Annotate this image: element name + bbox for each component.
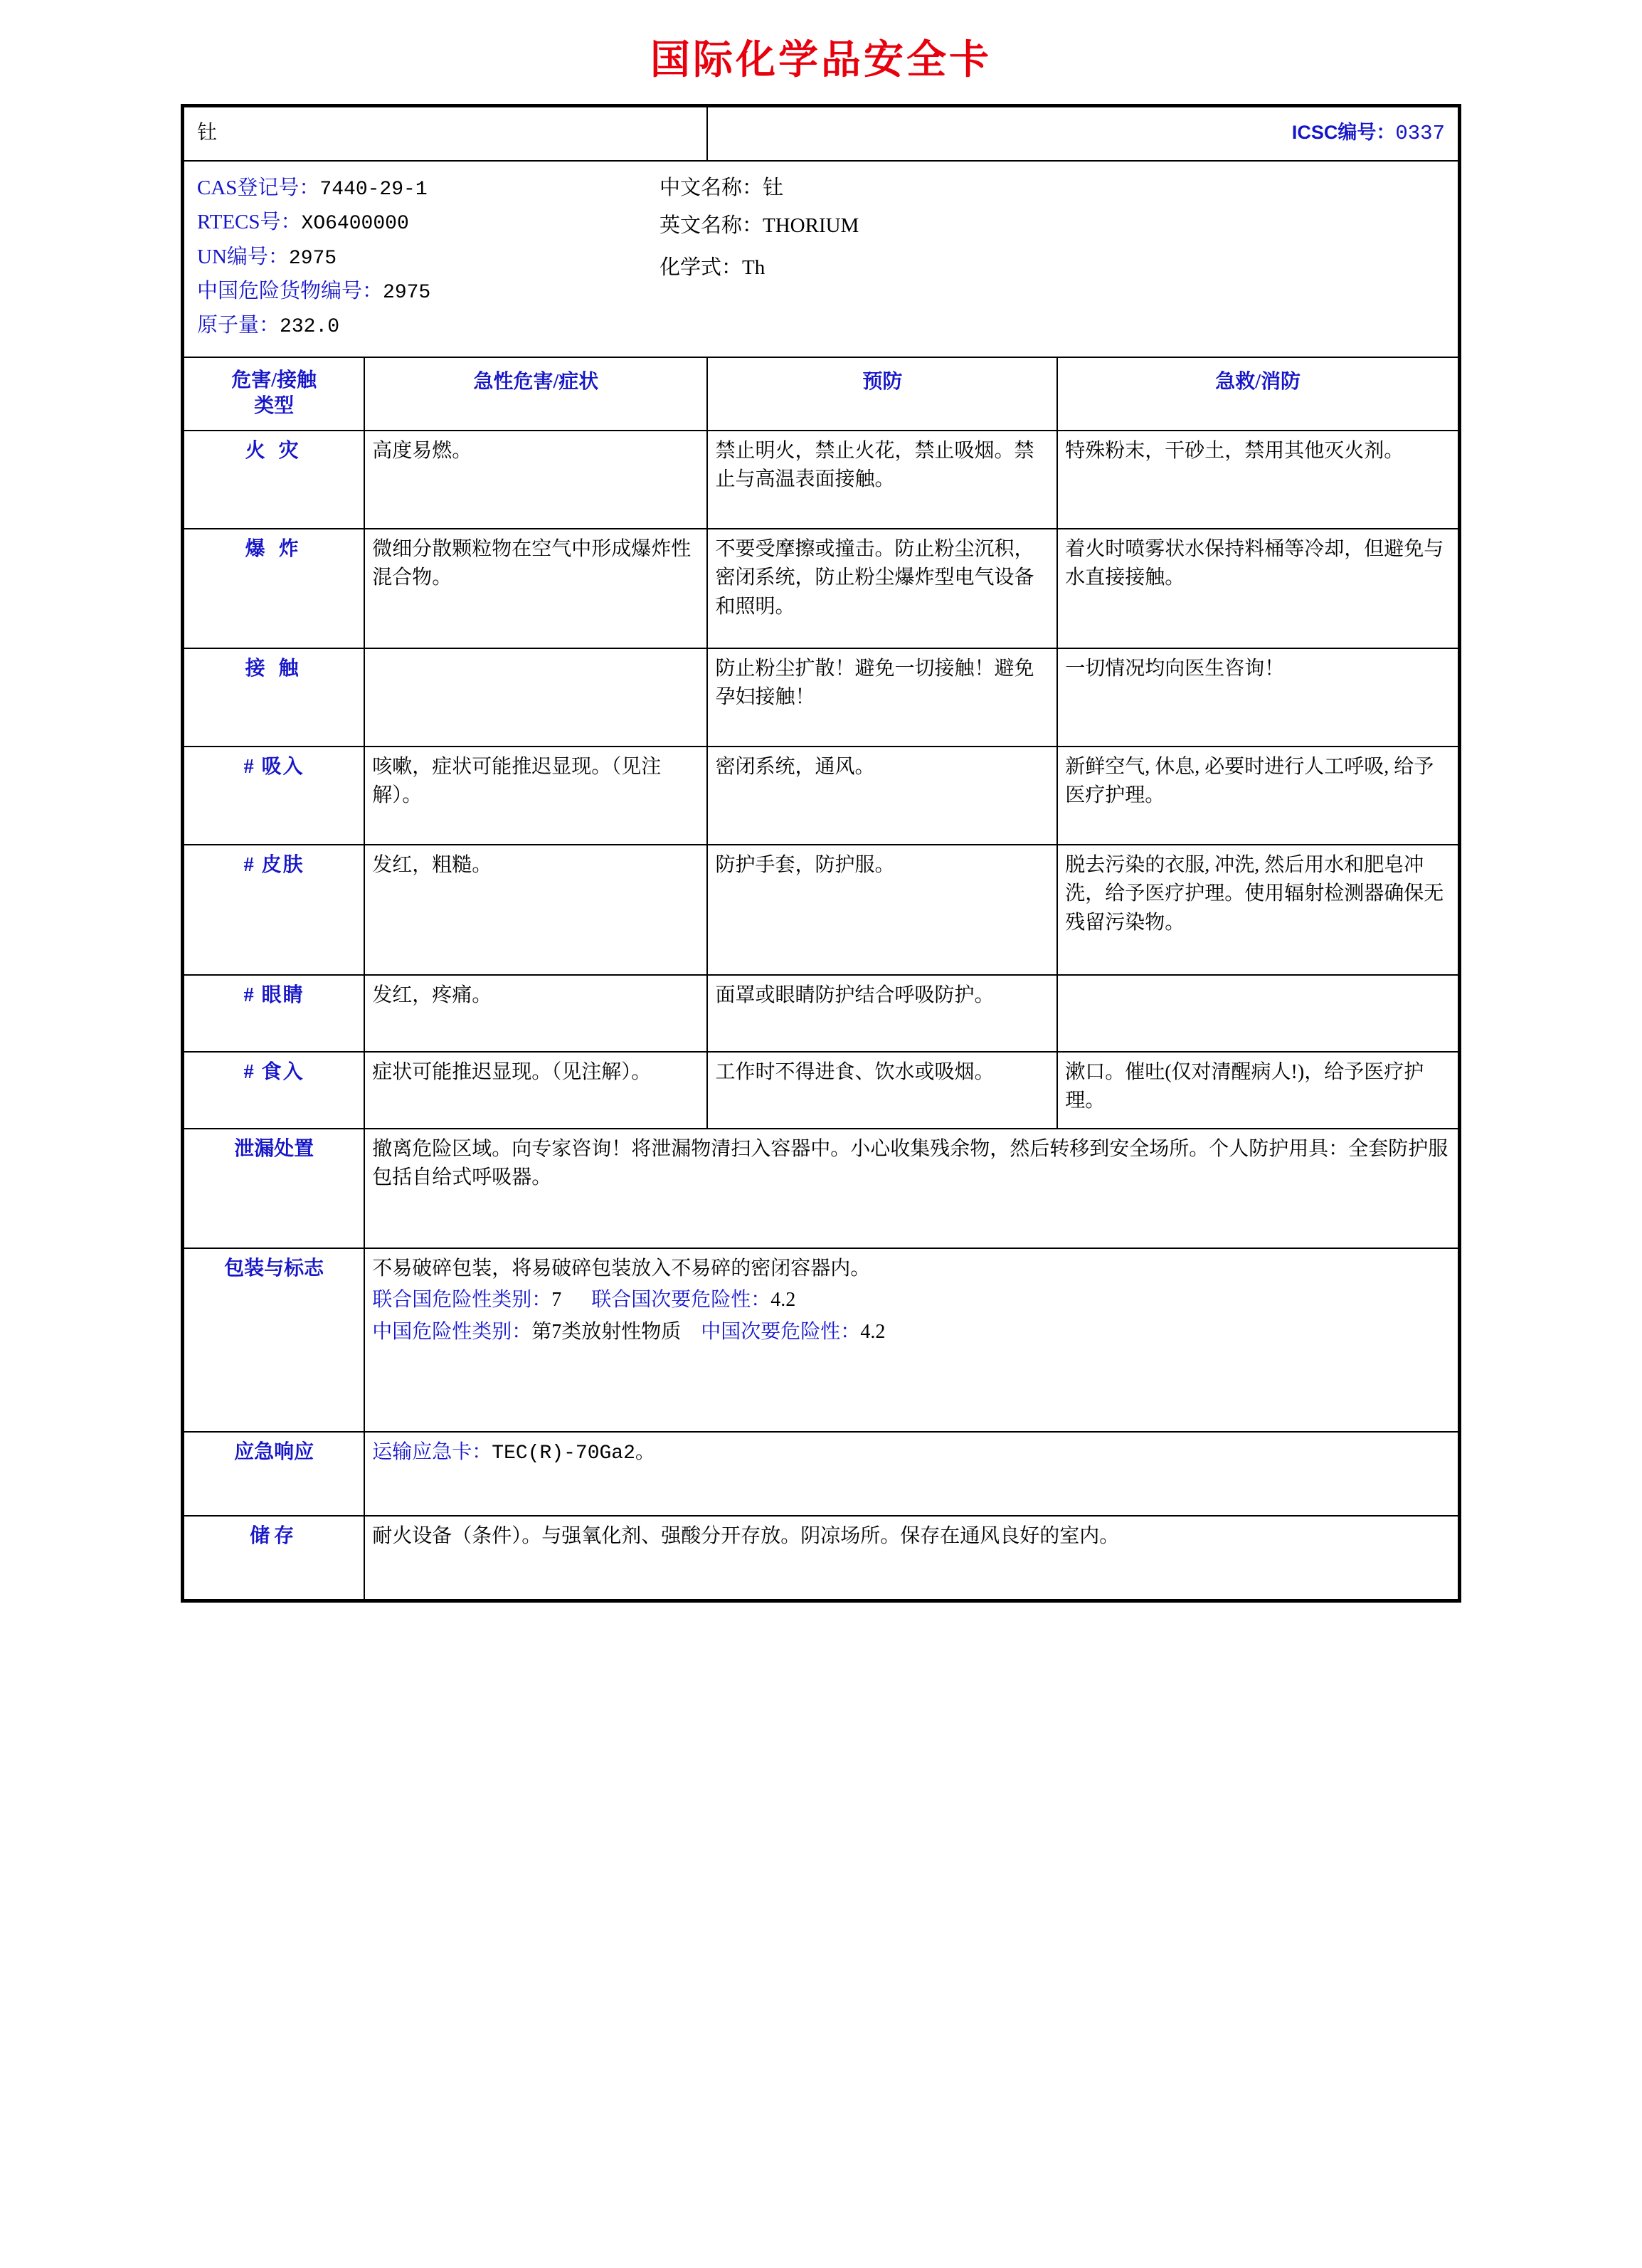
packaging-un-class-label: 联合国危险性类别： [372,1289,552,1312]
storage-row [184,1516,1458,1600]
packaging-un-sub-label: 联合国次要危险性： [591,1289,771,1312]
fire-prevention: 禁止明火，禁止火花，禁止吸烟。禁止与高温表面接触。 [707,431,1057,529]
un-value: 2975 [288,247,337,270]
identification-right-column [652,172,1445,344]
packaging-cn-class-value: 第7类放射性物质 [531,1320,682,1343]
packaging-cn-sub-label: 中国次要危险性： [701,1320,861,1343]
formula-value: Th [742,255,766,279]
table-row [184,1052,1458,1129]
cas-value: 7440-29-1 [319,179,428,201]
skin-firstaid: 脱去污染的衣服, 冲洗, 然后用水和肥皂冲洗，给予医疗护理。使用辐射检测器确保无残留污染物。 [1057,845,1458,975]
table-row [184,431,1458,529]
packaging-un-sub-value: 4.2 [770,1289,796,1312]
category-fire: 火 灾 [184,431,364,529]
column-header-acute-hazards: 急性危害/症状 [364,357,707,431]
packaging-cn-class-label: 中国危险性类别： [372,1320,532,1343]
skin-hazard: 发红，粗糙。 [364,845,707,975]
en-name-value: THORIUM [763,214,859,238]
en-name-label: 英文名称： [660,214,763,238]
table-row [184,747,1458,845]
cn-name-label: 中文名称： [660,176,763,200]
explosion-hazard: 微细分散颗粒物在空气中形成爆炸性混合物。 [364,529,707,648]
ingestion-firstaid: 漱口。催吐(仅对清醒病人!)，给予医疗护理。 [1057,1052,1458,1129]
column-header-row [184,357,1458,431]
atomic-value: 232.0 [280,316,340,339]
storage-text: 耐火设备（条件）。与强氧化剂、强酸分开存放。阴凉场所。保存在通风良好的室内。 [364,1516,1458,1600]
table-row [184,529,1458,648]
un-row [197,241,652,275]
cas-row [197,172,652,206]
packaging-row [184,1248,1458,1432]
rtecs-row [197,206,652,240]
packaging-label: 包装与标志 [184,1248,364,1432]
safety-card-sheet [181,104,1461,1603]
identification-left-column [197,172,652,344]
category-ingestion: # 食入 [184,1052,364,1129]
column-header-hazard-type-line1: 危害/接触 [231,369,317,391]
eyes-hazard: 发红，疼痛。 [364,975,707,1052]
icsc-number: 0337 [1395,122,1445,145]
un-label: UN编号： [197,245,289,268]
formula-row [660,251,1445,285]
emergency-row [184,1432,1458,1516]
column-header-prevention: 预防 [707,357,1057,431]
ingestion-prevention: 工作时不得进食、饮水或吸烟。 [707,1052,1057,1129]
exposure-hazard [364,648,707,747]
skin-prevention: 防护手套，防护服。 [707,845,1057,975]
table-row [184,648,1458,747]
table-row [184,975,1458,1052]
eyes-prevention: 面罩或眼睛防护结合呼吸防护。 [707,975,1057,1052]
spill-text: 撤离危险区域。向专家咨询！将泄漏物清扫入容器中。小心收集残余物，然后转移到安全场所。个人防护用具：全套防护服包括自给式呼吸器。 [364,1129,1458,1248]
fire-hazard: 高度易燃。 [364,431,707,529]
column-header-hazard-type [184,357,364,431]
packaging-un-line [372,1286,1451,1315]
cn-name-value: 钍 [763,176,784,200]
icsc-label: ICSC编号： [1291,122,1396,143]
column-header-firstaid: 急救/消防 [1057,357,1458,431]
inhalation-prevention: 密闭系统，通风。 [707,747,1057,845]
emergency-content [364,1432,1458,1516]
identification-block [184,161,1458,357]
emergency-label: 应急响应 [184,1432,364,1516]
emergency-text-label: 运输应急卡： [372,1440,492,1463]
rtecs-value: XO6400000 [301,213,409,236]
category-eyes: # 眼睛 [184,975,364,1052]
category-explosion: 爆 炸 [184,529,364,648]
card-header-row [184,107,1458,161]
identification-row [184,161,1458,357]
category-exposure: 接 触 [184,648,364,747]
ingestion-hazard: 症状可能推迟显现。（见注解）。 [364,1052,707,1129]
atomic-label: 原子量： [197,314,280,337]
packaging-line1: 不易破碎包装，将易破碎包装放入不易碎的密闭容器内。 [372,1257,871,1280]
exposure-firstaid: 一切情况均向医生咨询！ [1057,648,1458,747]
substance-name: 钍 [184,107,707,161]
eyes-firstaid [1057,975,1458,1052]
safety-card-table [183,106,1459,1600]
category-inhalation: # 吸入 [184,747,364,845]
column-header-hazard-type-line2: 类型 [254,395,295,418]
explosion-firstaid: 着火时喷雾状水保持料桶等冷却，但避免与水直接接触。 [1057,529,1458,648]
exposure-prevention: 防止粉尘扩散！避免一切接触！避免孕妇接触！ [707,648,1057,747]
cn-dangerous-label: 中国危险货物编号： [197,280,383,303]
cn-name-row [660,172,1445,205]
packaging-content [364,1248,1458,1432]
en-name-row [660,209,1445,243]
explosion-prevention: 不要受摩擦或撞击。防止粉尘沉积，密闭系统，防止粉尘爆炸型电气设备和照明。 [707,529,1057,648]
spill-label: 泄漏处置 [184,1129,364,1248]
cas-label: CAS登记号： [197,176,320,200]
icsc-number-cell [707,107,1458,161]
cn-dangerous-value: 2975 [383,282,431,305]
table-row [184,845,1458,975]
packaging-un-class-value: 7 [551,1289,562,1312]
inhalation-firstaid: 新鲜空气, 休息, 必要时进行人工呼吸, 给予医疗护理。 [1057,747,1458,845]
cn-dangerous-row [197,275,652,309]
atomic-row [197,309,652,343]
inhalation-hazard: 咳嗽，症状可能推迟显现。（见注解）。 [364,747,707,845]
fire-firstaid: 特殊粉末，干砂土，禁用其他灭火剂。 [1057,431,1458,529]
storage-label: 储存 [184,1516,364,1600]
packaging-cn-sub-value: 4.2 [860,1320,886,1343]
rtecs-label: RTECS号： [197,211,302,234]
page-title: 国际化学品安全卡 [650,38,992,83]
category-skin: # 皮肤 [184,845,364,975]
spill-row [184,1129,1458,1248]
packaging-cn-line [372,1318,1451,1347]
emergency-text-value: TEC(R)-70Ga2。 [492,1442,655,1465]
formula-label: 化学式： [660,255,743,279]
